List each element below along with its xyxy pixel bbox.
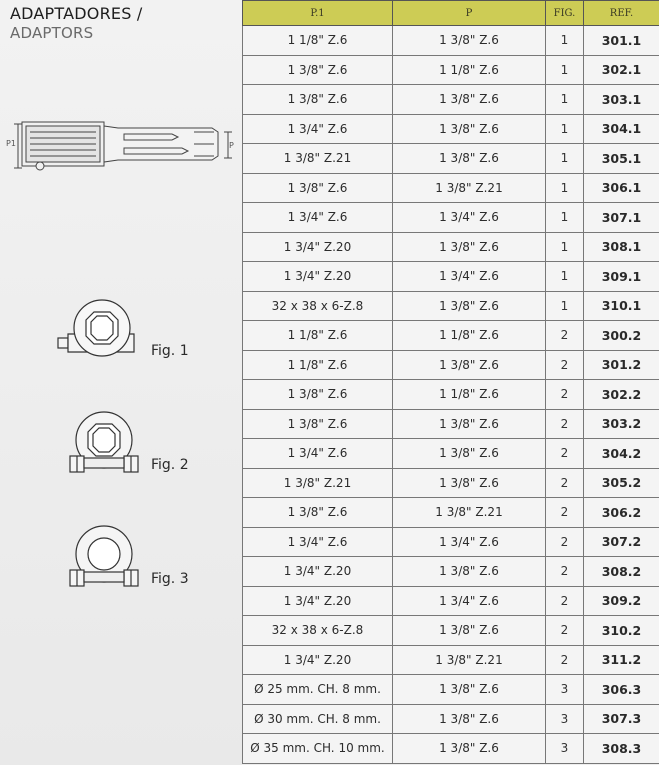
cell-p1: 1 3/4" Z.6 [243, 203, 393, 233]
cell-ref: 310.1 [584, 291, 659, 321]
figure-2-label: Fig. 2 [151, 457, 189, 473]
cell-p: 1 3/8" Z.21 [393, 645, 546, 675]
cell-p1: 1 1/8" Z.6 [243, 350, 393, 380]
cell-p1: 1 1/8" Z.6 [243, 26, 393, 56]
cell-ref: 309.2 [584, 586, 659, 616]
cell-p: 1 3/8" Z.6 [393, 557, 546, 587]
cell-ref: 301.2 [584, 350, 659, 380]
cell-ref: 306.2 [584, 498, 659, 528]
table-row [243, 321, 659, 351]
left-panel [0, 0, 242, 765]
cell-fig: 2 [546, 616, 584, 646]
cell-p: 1 3/8" Z.6 [393, 26, 546, 56]
table-row [243, 527, 659, 557]
cell-p: 1 3/8" Z.6 [393, 350, 546, 380]
cell-fig: 1 [546, 26, 584, 56]
table-body [243, 26, 659, 764]
table-row [243, 645, 659, 675]
cell-p: 1 3/8" Z.6 [393, 144, 546, 174]
figure-1-label: Fig. 1 [151, 343, 189, 359]
cell-ref: 304.2 [584, 439, 659, 469]
figure-3-drawing [68, 524, 140, 594]
cell-fig: 1 [546, 85, 584, 115]
cell-p1: 1 3/4" Z.6 [243, 439, 393, 469]
cell-fig: 3 [546, 734, 584, 764]
cell-fig: 2 [546, 557, 584, 587]
cell-ref: 306.1 [584, 173, 659, 203]
cell-ref: 305.2 [584, 468, 659, 498]
cell-ref: 305.1 [584, 144, 659, 174]
table-row [243, 144, 659, 174]
cell-p: 1 3/8" Z.6 [393, 85, 546, 115]
cell-p1: 1 3/8" Z.6 [243, 85, 393, 115]
table-row [243, 85, 659, 115]
diagram-label-p: P [229, 141, 234, 150]
cell-fig: 3 [546, 704, 584, 734]
cell-fig: 1 [546, 262, 584, 292]
cell-ref: 310.2 [584, 616, 659, 646]
cell-p: 1 3/8" Z.6 [393, 291, 546, 321]
cell-p: 1 3/8" Z.6 [393, 468, 546, 498]
table-row [243, 114, 659, 144]
cell-ref: 311.2 [584, 645, 659, 675]
cell-ref: 307.3 [584, 704, 659, 734]
table-row [243, 350, 659, 380]
table-row [243, 616, 659, 646]
cell-p: 1 3/8" Z.6 [393, 409, 546, 439]
cell-p: 1 3/8" Z.6 [393, 734, 546, 764]
cell-fig: 1 [546, 173, 584, 203]
header-ref: REF. [584, 1, 659, 26]
figure-1-drawing [54, 296, 140, 360]
table-row [243, 675, 659, 705]
cell-ref: 303.2 [584, 409, 659, 439]
table-row [243, 498, 659, 528]
cell-p: 1 3/4" Z.6 [393, 262, 546, 292]
cell-fig: 1 [546, 144, 584, 174]
cell-fig: 2 [546, 439, 584, 469]
cell-fig: 3 [546, 675, 584, 705]
cell-p: 1 1/8" Z.6 [393, 380, 546, 410]
table-row [243, 586, 659, 616]
cell-p1: Ø 30 mm. CH. 8 mm. [243, 704, 393, 734]
cell-p1: 1 3/8" Z.6 [243, 409, 393, 439]
adapter-diagram [6, 118, 242, 178]
cell-p1: 1 3/4" Z.20 [243, 262, 393, 292]
cell-ref: 300.2 [584, 321, 659, 351]
cell-p: 1 1/8" Z.6 [393, 55, 546, 85]
cell-ref: 309.1 [584, 262, 659, 292]
header-p1: P.1 [243, 1, 393, 26]
cell-ref: 302.2 [584, 380, 659, 410]
cell-ref: 301.1 [584, 26, 659, 56]
cell-p: 1 3/8" Z.6 [393, 439, 546, 469]
table-row [243, 704, 659, 734]
cell-p1: 1 3/4" Z.20 [243, 586, 393, 616]
cell-ref: 307.1 [584, 203, 659, 233]
cell-ref: 307.2 [584, 527, 659, 557]
page-title: ADAPTADORES / [10, 4, 143, 23]
cell-p: 1 3/8" Z.6 [393, 704, 546, 734]
cell-ref: 308.3 [584, 734, 659, 764]
cell-fig: 1 [546, 114, 584, 144]
cell-ref: 304.1 [584, 114, 659, 144]
table-row [243, 203, 659, 233]
figure-3-label: Fig. 3 [151, 571, 189, 587]
cell-p: 1 3/8" Z.6 [393, 675, 546, 705]
cell-p1: 1 3/4" Z.6 [243, 114, 393, 144]
cell-ref: 303.1 [584, 85, 659, 115]
cell-fig: 2 [546, 527, 584, 557]
cell-p1: 1 3/8" Z.6 [243, 55, 393, 85]
cell-ref: 302.1 [584, 55, 659, 85]
cell-p1: 1 3/4" Z.6 [243, 527, 393, 557]
cell-p: 1 3/8" Z.6 [393, 114, 546, 144]
cell-p: 1 3/8" Z.6 [393, 616, 546, 646]
cell-p: 1 3/4" Z.6 [393, 527, 546, 557]
header-p: P [393, 1, 546, 26]
cell-ref: 306.3 [584, 675, 659, 705]
table-row [243, 262, 659, 292]
cell-p1: 1 3/8" Z.21 [243, 468, 393, 498]
table-row [243, 557, 659, 587]
cell-fig: 2 [546, 586, 584, 616]
table-row [243, 468, 659, 498]
cell-fig: 2 [546, 350, 584, 380]
cell-p1: 1 3/8" Z.6 [243, 173, 393, 203]
cell-fig: 1 [546, 291, 584, 321]
cell-fig: 2 [546, 380, 584, 410]
cell-fig: 2 [546, 498, 584, 528]
cell-ref: 308.2 [584, 557, 659, 587]
table-row [243, 734, 659, 764]
table-row [243, 291, 659, 321]
cell-p1: 1 3/8" Z.21 [243, 144, 393, 174]
cell-p1: 32 x 38 x 6-Z.8 [243, 616, 393, 646]
header-fig: FIG. [546, 1, 584, 26]
cell-p1: 1 3/8" Z.6 [243, 380, 393, 410]
table-row [243, 439, 659, 469]
cell-fig: 1 [546, 232, 584, 262]
diagram-label-p1: P1 [6, 139, 16, 148]
cell-ref: 308.1 [584, 232, 659, 262]
cell-p: 1 3/4" Z.6 [393, 586, 546, 616]
table-row [243, 55, 659, 85]
cell-fig: 2 [546, 468, 584, 498]
cell-fig: 2 [546, 409, 584, 439]
cell-p1: Ø 35 mm. CH. 10 mm. [243, 734, 393, 764]
table-row [243, 26, 659, 56]
table-row [243, 232, 659, 262]
cell-fig: 1 [546, 203, 584, 233]
page-subtitle: ADAPTORS [10, 24, 94, 42]
cell-p: 1 3/8" Z.6 [393, 232, 546, 262]
table-row [243, 380, 659, 410]
cell-p1: 1 1/8" Z.6 [243, 321, 393, 351]
cell-p: 1 3/4" Z.6 [393, 203, 546, 233]
cell-p1: Ø 25 mm. CH. 8 mm. [243, 675, 393, 705]
cell-p1: 1 3/4" Z.20 [243, 557, 393, 587]
table-row [243, 409, 659, 439]
cell-p1: 32 x 38 x 6-Z.8 [243, 291, 393, 321]
table-row [243, 173, 659, 203]
adaptors-table [242, 0, 659, 764]
cell-fig: 1 [546, 55, 584, 85]
cell-p1: 1 3/4" Z.20 [243, 232, 393, 262]
cell-p: 1 3/8" Z.21 [393, 173, 546, 203]
figure-2-drawing [68, 410, 140, 480]
cell-p: 1 1/8" Z.6 [393, 321, 546, 351]
cell-p: 1 3/8" Z.21 [393, 498, 546, 528]
cell-p1: 1 3/4" Z.20 [243, 645, 393, 675]
cell-fig: 2 [546, 321, 584, 351]
cell-p1: 1 3/8" Z.6 [243, 498, 393, 528]
table-header-row [243, 1, 659, 26]
cell-fig: 2 [546, 645, 584, 675]
